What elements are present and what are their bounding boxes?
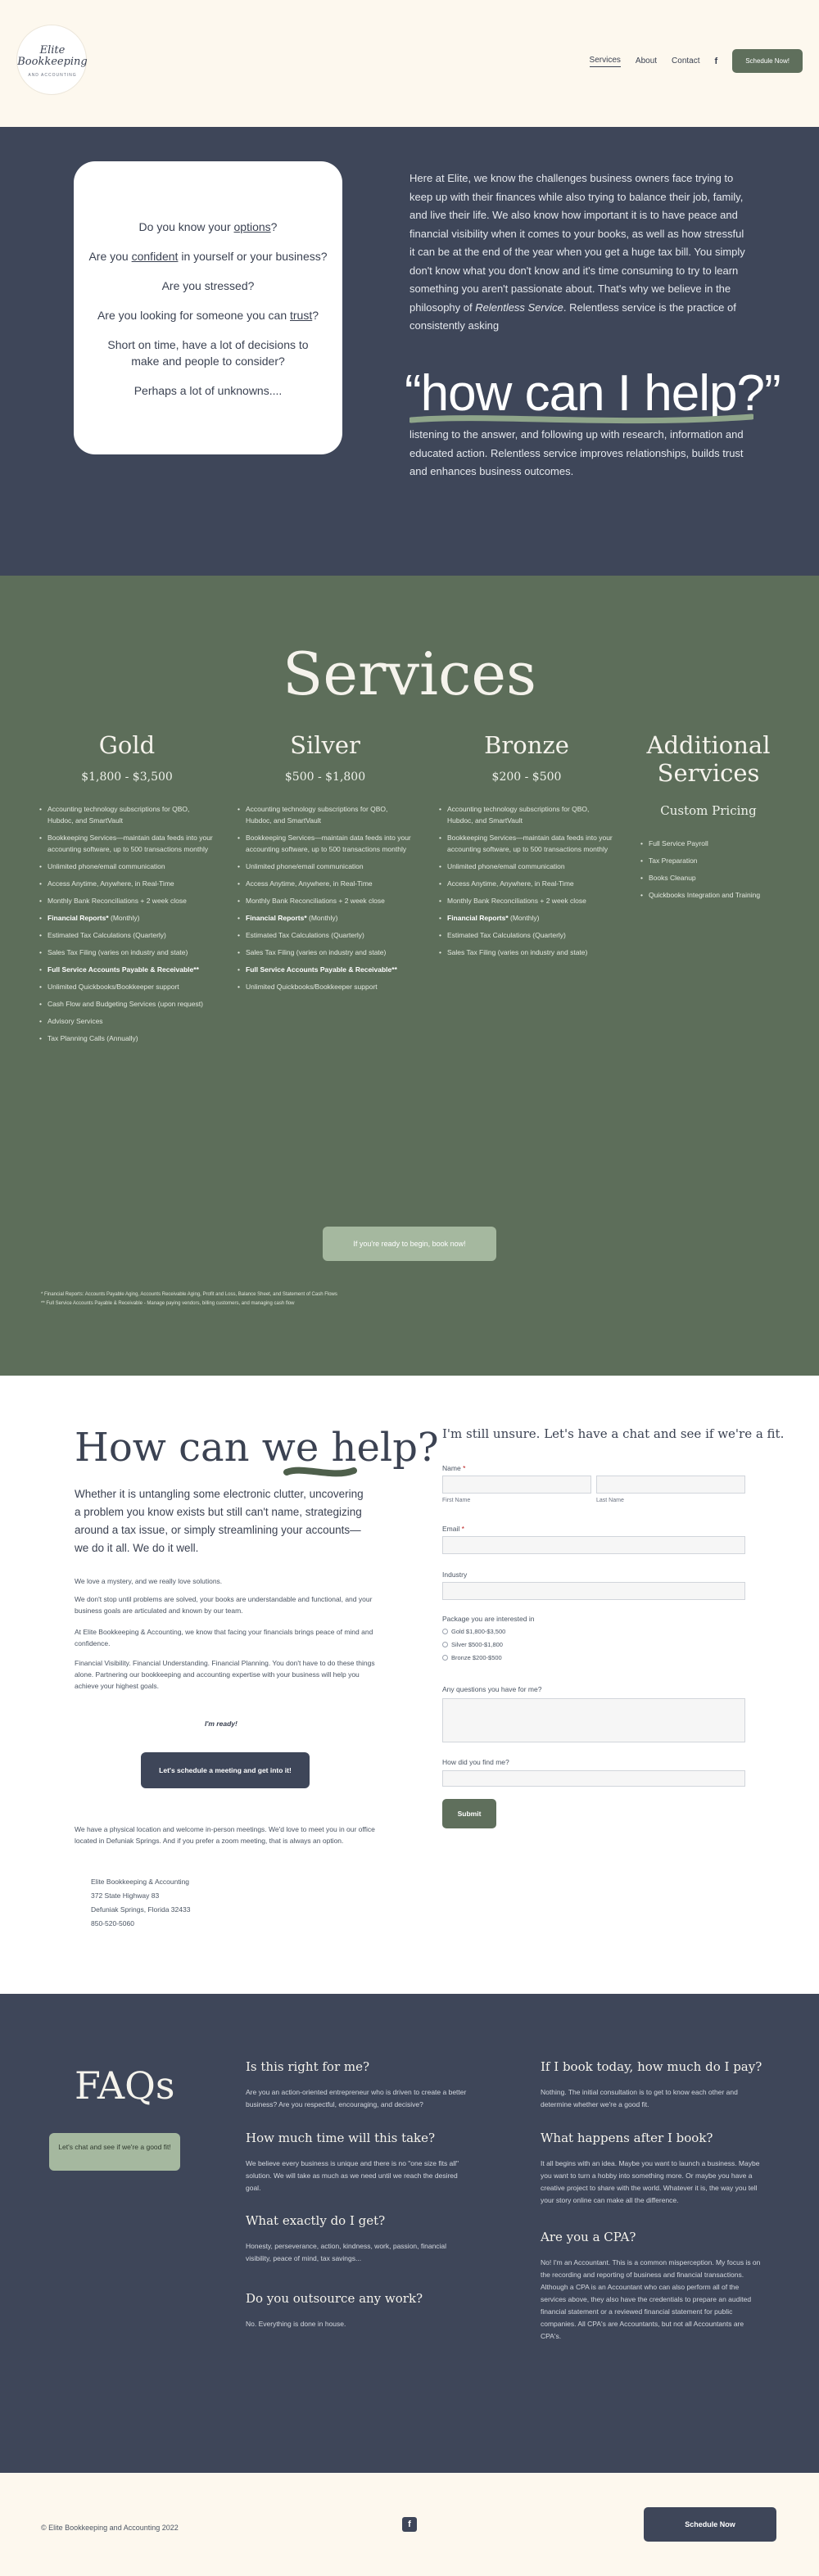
feature-item: • Tax Planning Calls (Annually)	[48, 1033, 216, 1044]
tier-name: Silver	[290, 731, 360, 759]
feature-item: • Full Service Accounts Payable & Receivable**	[48, 964, 216, 975]
first-name-hint: First Name	[442, 1498, 471, 1503]
tier-price: Custom Pricing	[660, 803, 757, 818]
faq-answer: Honesty, perseverance, action, kindness, work, passion, financial visibility, peace of mind, tax savings...	[246, 2242, 447, 2262]
name-label: Name *	[442, 1464, 466, 1472]
tier-features	[236, 803, 414, 992]
feature-item: • Access Anytime, Anywhere, in Real-Time	[48, 878, 216, 889]
first-name-input[interactable]	[442, 1476, 591, 1494]
faq-question: What happens after I book?	[541, 2131, 713, 2145]
services-title: Services	[283, 639, 536, 708]
tier-features	[38, 803, 216, 1044]
faq-question: Is this right for me?	[246, 2059, 370, 2074]
footnotes	[41, 1290, 337, 1308]
faq-question: How much time will this take?	[246, 2131, 436, 2145]
feature-item: • Books Cleanup	[649, 872, 778, 884]
tier-bronze	[437, 731, 616, 964]
feature-item: • Advisory Services	[48, 1015, 216, 1027]
help-paragraph: We have a physical location and welcome in-person meetings. We'd love to meet you in our office located in Defuniak Springs. And if you prefer a zoom meeting, that is always an option.	[75, 1825, 375, 1845]
last-name-input[interactable]	[596, 1476, 745, 1494]
question-1: Do you know your options?	[138, 220, 278, 233]
address-line: 372 State Highway 83	[91, 1891, 160, 1900]
help-lead: Whether it is untangling some electronic clutter, uncovering a problem you know exists but still can't name, strategizing around a tax issue, or simply streamlining your accounts—we do it all. We do it well.	[75, 1488, 364, 1554]
help-title: How can we help?	[75, 1425, 439, 1471]
feature-item: • Full Service Accounts Payable & Receivable**	[246, 964, 414, 975]
nav-services[interactable]: Services	[590, 56, 621, 67]
feature-item: • Sales Tax Filing (varies on industry and state)	[48, 947, 216, 958]
tier-price: $500 - $1,800	[284, 771, 366, 784]
email-label: Email *	[442, 1525, 464, 1533]
help-paragraph: We love a mystery, and we really love solutions.	[75, 1577, 223, 1585]
facebook-icon[interactable]: f	[402, 2517, 417, 2532]
feature-item: • Unlimited phone/email communication	[48, 861, 216, 872]
feature-item: • Estimated Tax Calculations (Quarterly)	[246, 929, 414, 941]
feature-item: • Accounting technology subscriptions for QBO, Hubdoc, and SmartVault	[48, 803, 216, 826]
intro-paragraph: Here at Elite, we know the challenges business owners face trying to keep up with their finances while also trying to balance their job, family, and live their life. We also know how important it is to have peace and financial visibility when it comes to your books, as well as how stressful it can be at the end of the year when you get a huge tax bill. You simply don't know what you don't know and it's time consuming to try to learn something you aren't passionate about. That's why we believe in the philosophy of Relentless Service. Relentless service is the practice of consistently asking	[410, 172, 745, 332]
address-block	[91, 1875, 190, 1931]
package-option-gold[interactable]: Gold $1,800-$3,500	[442, 1628, 505, 1635]
package-option-silver[interactable]: Silver $500-$1,800	[442, 1641, 503, 1648]
faq-chat-button[interactable]: Let's chat and see if we're a good fit!	[49, 2133, 180, 2171]
tier-silver	[236, 731, 414, 998]
submit-button[interactable]: Submit	[442, 1799, 496, 1828]
feature-item: • Unlimited phone/email communication	[246, 861, 414, 872]
footer-schedule-button[interactable]: Schedule Now	[644, 2507, 776, 2542]
question-6: Perhaps a lot of unknowns....	[133, 384, 283, 397]
faq-answer: It all begins with an idea. Maybe you want to launch a business. Maybe you want to turn a hobby into something more. Or maybe you have a creative project to share with the world. Whatever it is, the way you tell your story online can make all the difference.	[541, 2159, 760, 2204]
logo[interactable]	[16, 25, 87, 95]
feature-item: • Bookkeeping Services—maintain data feeds into your accounting software, up to 500 transactions monthly	[447, 832, 616, 855]
feature-item: • Estimated Tax Calculations (Quarterly)	[48, 929, 216, 941]
footnote-2: ** Full Service Accounts Payable & Receivable - Manage paying vendors, billing customers, and managing cash flow	[41, 1301, 295, 1306]
phone-number[interactable]: 850-520-5060	[91, 1919, 134, 1927]
ready-text: I'm ready!	[205, 1720, 238, 1728]
feature-item: • Financial Reports* (Monthly)	[246, 912, 414, 924]
book-now-button[interactable]: If you're ready to begin, book now!	[323, 1227, 496, 1261]
address-line: Elite Bookkeeping & Accounting	[91, 1878, 190, 1886]
help-paragraph: We don't stop until problems are solved, your books are understandable and functional, and your business goals are articulated and known by our team.	[75, 1595, 373, 1615]
feature-item: • Accounting technology subscriptions for QBO, Hubdoc, and SmartVault	[447, 803, 616, 826]
feature-item: • Monthly Bank Reconciliations + 2 week close	[447, 895, 616, 906]
footnote-1: * Financial Reports: Accounts Payable Aging, Accounts Receivable Aging, Profit and Loss, Balance Sheet, and Statement of Cash Flows	[41, 1292, 337, 1297]
tier-name: Gold	[98, 731, 156, 759]
feature-item: • Financial Reports* (Monthly)	[447, 912, 616, 924]
feature-item: • Monthly Bank Reconciliations + 2 week close	[246, 895, 414, 906]
feature-item: • Tax Preparation	[649, 855, 778, 866]
questions-label: Any questions you have for me?	[442, 1685, 542, 1693]
tier-name: Additional Services	[646, 731, 771, 787]
industry-label: Industry	[442, 1570, 468, 1579]
industry-input[interactable]	[442, 1582, 745, 1600]
feature-item: • Unlimited Quickbooks/Bookkeeper support	[246, 981, 414, 992]
faq-answer: Nothing. The initial consultation is to get to know each other and determine whether we're a good fit.	[541, 2088, 738, 2108]
tier-features	[639, 838, 778, 901]
faq-section	[0, 1994, 819, 2473]
tier-price: $200 - $500	[491, 771, 562, 784]
nav-about[interactable]: About	[635, 56, 658, 66]
faq-question: Do you outsource any work?	[246, 2291, 423, 2306]
faq-answer: We believe every business is unique and there is no "one size fits all" solution. We will take as much as we need until we reach the desired goal.	[246, 2159, 459, 2192]
feature-item: • Quickbooks Integration and Training	[649, 889, 778, 901]
package-option-bronze[interactable]: Bronze $200-$500	[442, 1654, 502, 1661]
schedule-meeting-button[interactable]: Let's schedule a meeting and get into it!	[141, 1752, 310, 1788]
faq-title: FAQs	[75, 2063, 175, 2108]
faq-answer: No. Everything is done in house.	[246, 2320, 346, 2328]
facebook-icon[interactable]: f	[714, 56, 718, 66]
address-line: Defuniak Springs, Florida 32433	[91, 1905, 191, 1914]
tier-name: Bronze	[484, 731, 569, 759]
services-section	[0, 576, 819, 1376]
question-3: Are you stressed?	[161, 279, 255, 292]
how-can-i-help-quote: “how can I help?”	[405, 365, 781, 422]
feature-item: • Access Anytime, Anywhere, in Real-Time	[447, 878, 616, 889]
feature-item: • Sales Tax Filing (varies on industry and state)	[447, 947, 616, 958]
feature-item: • Accounting technology subscriptions for QBO, Hubdoc, and SmartVault	[246, 803, 414, 826]
site-footer	[0, 2473, 819, 2576]
questions-card	[74, 161, 342, 454]
faq-answer: Are you an action-oriented entrepreneur who is driven to create a better business? Are you respectful, encouraging, and decisive?	[246, 2088, 467, 2108]
help-section	[0, 1376, 819, 1994]
feature-item: • Estimated Tax Calculations (Quarterly)	[447, 929, 616, 941]
feature-item: • Unlimited Quickbooks/Bookkeeper support	[48, 981, 216, 992]
question-4: Are you looking for someone you can trust?	[97, 309, 319, 322]
feature-item: • Unlimited phone/email communication	[447, 861, 616, 872]
faq-question: Are you a CPA?	[541, 2230, 636, 2244]
last-name-hint: Last Name	[596, 1498, 624, 1503]
feature-item: • Access Anytime, Anywhere, in Real-Time	[246, 878, 414, 889]
main-nav	[590, 49, 803, 73]
question-5: Short on time, have a lot of decisions to make and people to consider?	[107, 338, 309, 368]
question-2: Are you confident in yourself or your business?	[88, 250, 328, 263]
package-label: Package you are interested in	[442, 1615, 535, 1623]
feature-item: • Cash Flow and Budgeting Services (upon request)	[48, 998, 216, 1010]
faq-answer: No! I'm an Accountant. This is a common misperception. My focus is on the recording and reporting of business and financial transactions. Although a CPA is an Accountant who can also perform all of the services above, they also have the credentials to prepare an audited financial statement or a reviewed financial statement for public companies. All CPA's are Accountants, but not all Accountants are CPA's.	[541, 2258, 761, 2340]
nav-contact[interactable]: Contact	[672, 56, 700, 66]
help-paragraph: At Elite Bookkeeping & Accounting, we know that facing your financials brings peace of mind and confidence.	[75, 1628, 373, 1647]
tier-features	[437, 803, 616, 958]
logo-text: Elite Bookkeeping	[17, 44, 88, 68]
brush-stroke-icon	[283, 1464, 357, 1480]
questions-textarea[interactable]	[442, 1698, 745, 1742]
email-input[interactable]	[442, 1536, 745, 1554]
faq-question: If I book today, how much do I pay?	[541, 2059, 762, 2074]
tier-additional	[639, 731, 778, 906]
found-input[interactable]	[442, 1770, 745, 1787]
tier-gold	[38, 731, 216, 1050]
faq-question: What exactly do I get?	[246, 2213, 386, 2228]
feature-item: • Full Service Payroll	[649, 838, 778, 849]
schedule-now-button[interactable]: Schedule Now!	[732, 49, 803, 73]
help-paragraph: Financial Visibility. Financial Understanding. Financial Planning. You don't have to do these things alone. Partnering our bookkeeping and accounting expertise with your business will help you achieve your highest goals.	[75, 1659, 375, 1690]
intro-paragraph-2: listening to the answer, and following up with research, information and educated action. Relentless service improves relationships, builds trust and enhances business outcomes.	[410, 428, 744, 477]
feature-item: • Bookkeeping Services—maintain data feeds into your accounting software, up to 500 transactions monthly	[246, 832, 414, 855]
site-header	[0, 0, 819, 127]
form-title: I'm still unsure. Let's have a chat and see if we're a fit.	[442, 1426, 785, 1441]
intro-section	[0, 127, 819, 576]
logo-subtext: AND ACCOUNTING	[28, 73, 77, 78]
found-label: How did you find me?	[442, 1758, 509, 1766]
feature-item: • Sales Tax Filing (varies on industry and state)	[246, 947, 414, 958]
tier-price: $1,800 - $3,500	[81, 771, 173, 784]
feature-item: • Financial Reports* (Monthly)	[48, 912, 216, 924]
feature-item: • Monthly Bank Reconciliations + 2 week close	[48, 895, 216, 906]
copyright: © Elite Bookkeeping and Accounting 2022	[41, 2524, 179, 2532]
feature-item: • Bookkeeping Services—maintain data feeds into your accounting software, up to 500 transactions monthly	[48, 832, 216, 855]
